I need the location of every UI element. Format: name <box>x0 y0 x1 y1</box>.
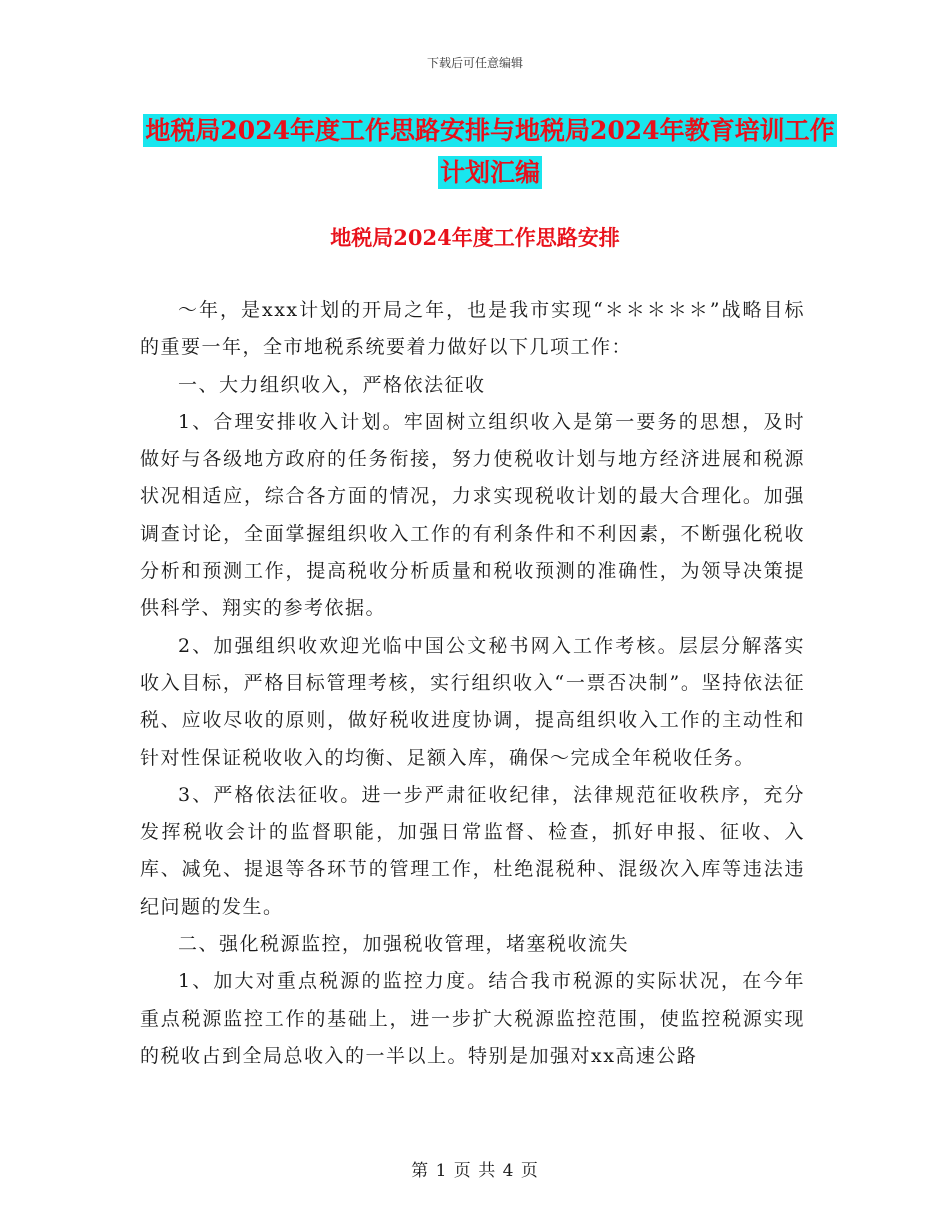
paragraph: 3、严格依法征收。进一步严肃征收纪律，法律规范征收秩序，充分发挥税收会计的监督职能，加强日常监督、检查，抓好申报、征收、入库、减免、提退等各环节的管理工作，杜绝混税种、混级次入库等违法违纪问题的发生。 <box>140 783 805 918</box>
paragraph: 一、大力组织收入，严格依法征收 <box>178 373 486 396</box>
page-footer: 第 1 页 共 4 页 <box>411 1161 539 1181</box>
document-body <box>140 292 805 1075</box>
section-title: 地税局2024年度工作思路安排 <box>330 225 620 250</box>
document-title-text: 地税局2024年度工作思路安排与地税局2024年教育培训工作计划汇编 <box>145 116 835 187</box>
paragraph: 2、加强组织收欢迎光临中国公文秘书网入工作考核。层层分解落实收入目标，严格目标管理考核，实行组织收入“一票否决制”。坚持依法征税、应收尽收的原则，做好税收进度协调，提高组织收入工作的主动性和针对性保证税收收入的均衡、足额入库，确保～完成全年税收任务。 <box>140 634 805 769</box>
document-title <box>140 110 840 194</box>
paragraph: 二、强化税源监控，加强税收管理，堵塞税收流失 <box>178 933 630 956</box>
paragraph: ～年，是xxx计划的开局之年，也是我市实现“＊＊＊＊＊”战略目标的重要一年，全市地税系统要着力做好以下几项工作： <box>140 299 805 359</box>
header-note: 下载后可任意编辑 <box>426 56 523 70</box>
paragraph: 1、合理安排收入计划。牢固树立组织收入是第一要务的思想，及时做好与各级地方政府的任务衔接，努力使税收计划与地方经济进展和税源状况相适应，综合各方面的情况，力求实现税收计划的最大合理化。加强调查讨论，全面掌握组织收入工作的有利条件和不利因素，不断强化税收分析和预测工作，提高税收分析质量和税收预测的准确性，为领导决策提供科学、翔实的参考依据。 <box>140 410 805 620</box>
paragraph: 1、加大对重点税源的监控力度。结合我市税源的实际状况，在今年重点税源监控工作的基础上，进一步扩大税源监控范围，使监控税源实现的税收占到全局总收入的一半以上。特别是加强对xx高速公路 <box>140 970 805 1067</box>
